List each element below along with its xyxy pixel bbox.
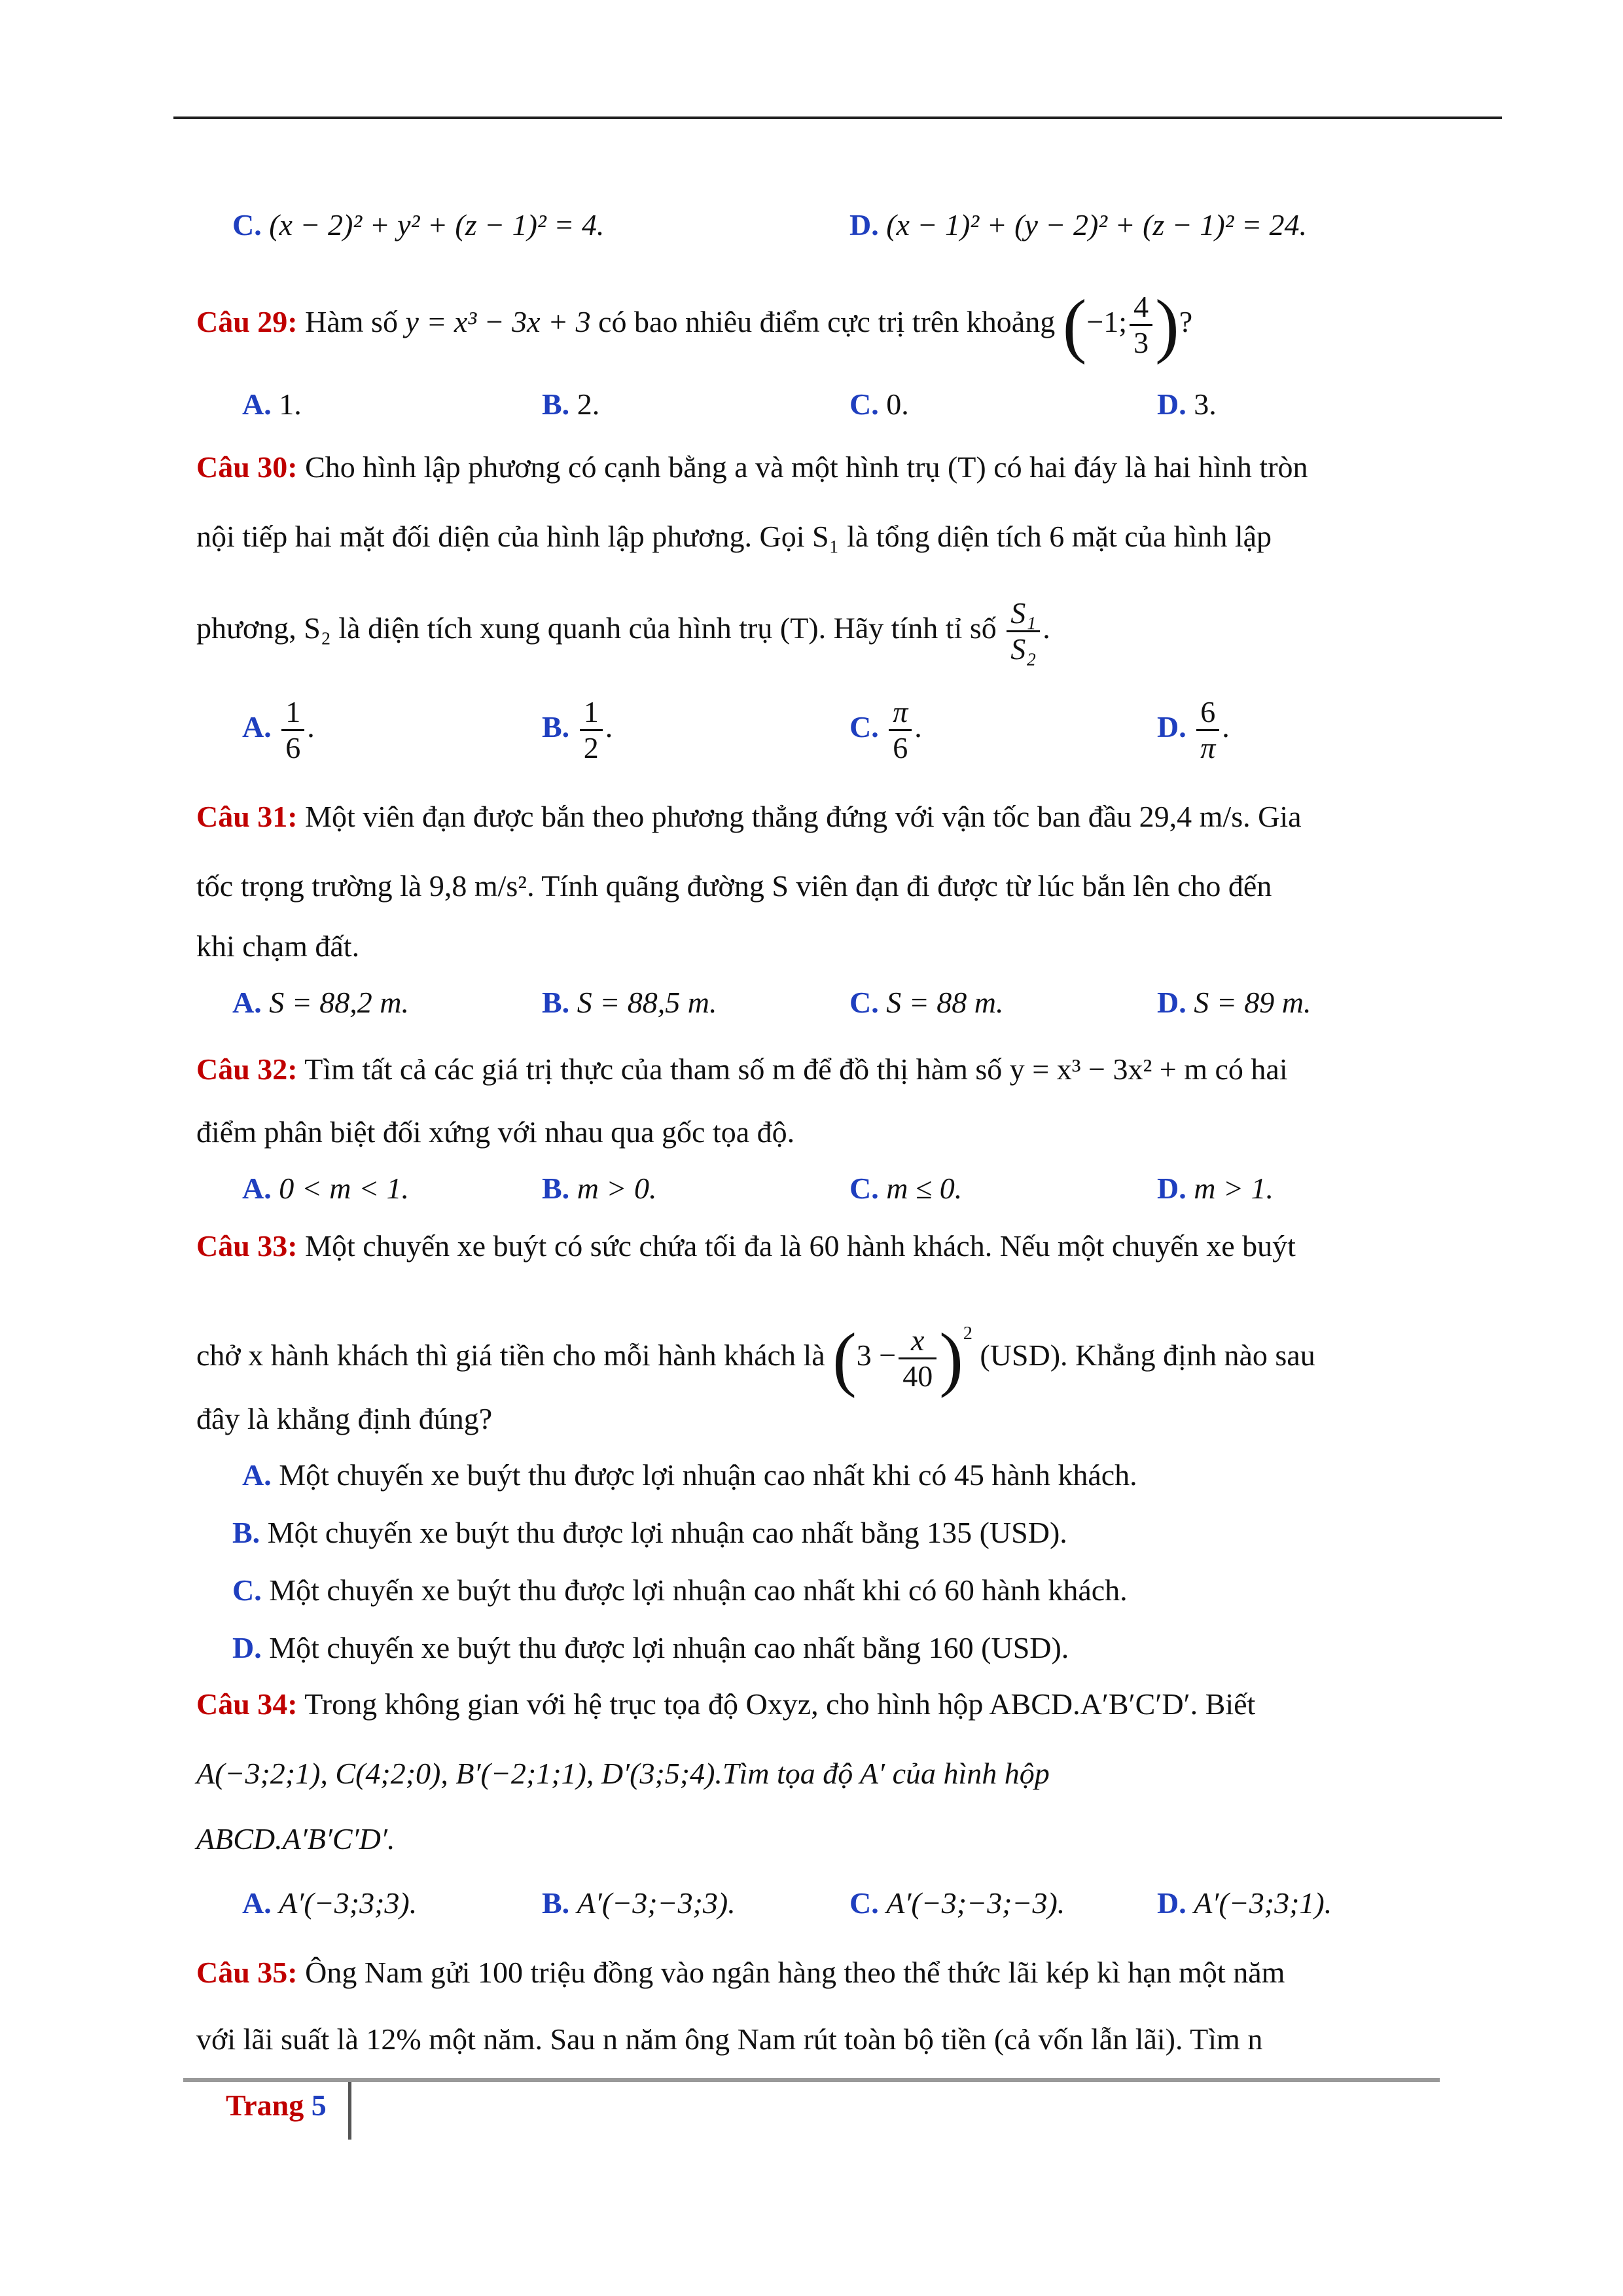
page-number: 5: [311, 2089, 327, 2122]
q34-option-c[interactable]: [849, 1885, 1065, 1922]
question-33-line-1: [196, 1228, 1296, 1265]
option-label: C.: [849, 710, 879, 744]
q31-option-d[interactable]: [1157, 984, 1311, 1021]
question-label: Câu 33:: [196, 1229, 298, 1263]
option-value: Một chuyến xe buýt thu được lợi nhuận cao nhất bằng 160 (USD).: [269, 1631, 1069, 1664]
question-text: chở x hành khách thì giá tiền cho mỗi hành khách là: [196, 1338, 825, 1372]
question-label: Câu 32:: [196, 1052, 298, 1086]
option-fraction: [281, 695, 304, 765]
option-value: A′(−3;−3;3).: [577, 1886, 736, 1920]
option-value: S = 89 m.: [1194, 986, 1311, 1019]
question-label: Câu 30:: [196, 450, 298, 484]
q30-option-d[interactable]: D. $\frac{6}{\pi}$ .: [1157, 695, 1230, 764]
question-31-line-1: [196, 798, 1302, 835]
q30-option-b[interactable]: B. $\frac{1}{2}$ .: [542, 695, 613, 764]
option-label: A.: [242, 1172, 272, 1205]
option-label: A.: [242, 1886, 272, 1920]
q31-option-a[interactable]: [232, 984, 409, 1021]
q33-option-d[interactable]: [232, 1630, 1069, 1666]
option-value: m ≤ 0.: [886, 1172, 963, 1205]
question-34-line-3: ABCD.A′B′C′D′.: [196, 1822, 395, 1856]
q32-option-a[interactable]: [242, 1170, 409, 1207]
option-value: (x − 2)² + y² + (z − 1)² = 4.: [269, 208, 605, 242]
fraction-numerator: 6: [1196, 695, 1219, 731]
price-fraction: [899, 1323, 936, 1393]
option-label: B.: [232, 1516, 260, 1549]
footer-rule: [183, 2078, 1440, 2082]
question-35-line-2: với lãi suất là 12% một năm. Sau n năm ông Nam rút toàn bộ tiền (cả vốn lẫn lãi). Tìm n: [196, 2022, 1263, 2056]
option-label: D.: [1157, 986, 1186, 1019]
option-value: S = 88 m.: [886, 986, 1004, 1019]
option-value: S = 88,5 m.: [577, 986, 717, 1019]
paren-right: ): [939, 1318, 963, 1399]
option-label: C.: [849, 387, 879, 421]
q33-option-b[interactable]: [232, 1515, 1067, 1551]
q28-option-d[interactable]: [849, 207, 1307, 243]
option-value: Một chuyến xe buýt thu được lợi nhuận cao nhất bằng 135 (USD).: [267, 1516, 1067, 1549]
q34-option-a[interactable]: [242, 1885, 417, 1922]
option-fraction: [580, 695, 603, 765]
question-34-line-1: [196, 1686, 1255, 1723]
option-value: A′(−3;3;1).: [1194, 1886, 1332, 1920]
question-label: Câu 31:: [196, 800, 298, 833]
q33-option-a[interactable]: [242, 1457, 1137, 1494]
question-text: Ông Nam gửi 100 triệu đồng vào ngân hàng theo thể thức lãi kép kì hạn một năm: [305, 1956, 1285, 1989]
question-33-line-3: đây là khẳng định đúng?: [196, 1402, 493, 1435]
option-value: Một chuyến xe buýt thu được lợi nhuận cao nhất khi có 60 hành khách.: [269, 1573, 1128, 1607]
fraction-denominator: 6: [285, 731, 301, 764]
price-lead: 3 −: [856, 1338, 897, 1372]
option-label: C.: [849, 1172, 879, 1205]
fraction-denominator: 3: [1133, 325, 1149, 359]
fraction-denominator: π: [1200, 731, 1216, 764]
option-fraction: [889, 695, 912, 765]
question-text: có bao nhiêu điểm cực trị trên khoảng: [598, 305, 1056, 338]
interval-fraction: [1130, 290, 1152, 360]
question-31-line-2: tốc trọng trường là 9,8 m/s². Tính quãng đường S viên đạn đi được từ lúc bắn lên cho đến: [196, 869, 1272, 903]
question-35-line-1: [196, 1954, 1285, 1991]
option-value: 0.: [886, 387, 909, 421]
option-label: B.: [542, 1172, 570, 1205]
fraction-numerator: 1: [281, 695, 304, 731]
question-29: [196, 283, 1193, 365]
fraction-numerator: 1: [580, 695, 603, 731]
option-label: C.: [849, 1886, 879, 1920]
option-value: (x − 1)² + (y − 2)² + (z − 1)² = 24.: [886, 208, 1307, 242]
question-text: Trong không gian với hệ trục tọa độ Oxyz, cho hình hộp ABCD.A′B′C′D′. Biết: [304, 1687, 1256, 1721]
fraction-numerator: x: [899, 1323, 936, 1359]
option-label: D.: [1157, 1886, 1186, 1920]
option-label: C.: [232, 208, 262, 242]
option-value: 1.: [279, 387, 302, 421]
option-value: 2.: [577, 387, 600, 421]
option-value: A′(−3;3;3).: [279, 1886, 418, 1920]
question-label: Câu 29:: [196, 305, 298, 338]
option-value: m > 1.: [1194, 1172, 1274, 1205]
option-label: B.: [542, 387, 570, 421]
option-label: B.: [542, 1886, 570, 1920]
question-label: Câu 35:: [196, 1956, 298, 1989]
question-text: Cho hình lập phương có cạnh bằng a và một hình trụ (T) có hai đáy là hai hình tròn: [305, 450, 1308, 484]
question-text: Hàm số: [305, 305, 398, 338]
option-label: A.: [242, 1458, 272, 1492]
fraction-denominator: 40: [902, 1359, 933, 1393]
page-word: Trang: [226, 2089, 304, 2122]
option-label: C.: [232, 1573, 262, 1607]
paren-left: (: [832, 1318, 857, 1399]
fraction-numerator: π: [889, 695, 912, 731]
option-label: B.: [542, 986, 570, 1019]
question-30-line-3: phương, S₂ là diện tích xung quanh của hình trụ (T). Hãy tính tỉ số $\frac{\text{S₁}}{\text{S₂}}$ .: [196, 596, 1050, 666]
option-value: A′(−3;−3;−3).: [886, 1886, 1065, 1920]
paren-left: (: [1062, 285, 1087, 365]
question-text: Một viên đạn được bắn theo phương thẳng đứng với vận tốc ban đầu 29,4 m/s. Gia: [305, 800, 1302, 833]
question-34-line-2: A(−3;2;1), C(4;2;0), B′(−2;1;1), D′(3;5;4).Tìm tọa độ A′ của hình hộp: [196, 1757, 1050, 1790]
fraction-denominator: 2: [583, 731, 599, 764]
question-31-line-3: khi chạm đất.: [196, 929, 360, 963]
fraction-denominator: 6: [893, 731, 908, 764]
q30-option-a[interactable]: A. $\frac{1}{6}$ .: [242, 695, 315, 764]
q31-option-b[interactable]: [542, 984, 717, 1021]
q32-option-c[interactable]: [849, 1170, 962, 1207]
option-value: 3.: [1194, 387, 1217, 421]
option-label: A.: [232, 986, 262, 1019]
footer-divider: [348, 2082, 351, 2140]
question-text: Tìm tất cả các giá trị thực của tham số m để đồ thị hàm số y = x³ − 3x² + m có hai: [304, 1052, 1288, 1086]
q32-option-d[interactable]: [1157, 1170, 1274, 1207]
option-label: D.: [1157, 710, 1186, 744]
option-label: B.: [542, 710, 570, 744]
header-rule: [173, 117, 1502, 119]
option-label: A.: [242, 387, 272, 421]
page-footer: [226, 2088, 327, 2123]
option-value: Một chuyến xe buýt thu được lợi nhuận cao nhất khi có 45 hành khách.: [279, 1458, 1137, 1492]
option-label: C.: [849, 986, 879, 1019]
question-text: Một chuyến xe buýt có sức chứa tối đa là 60 hành khách. Nếu một chuyến xe buýt: [305, 1229, 1296, 1263]
q29-option-d[interactable]: [1157, 386, 1217, 423]
q29-option-a[interactable]: [242, 386, 302, 423]
option-label: D.: [849, 208, 879, 242]
paren-right: ): [1155, 285, 1179, 365]
fraction-numerator: S₁: [1007, 596, 1040, 632]
question-label: Câu 34:: [196, 1687, 298, 1721]
q29-option-b[interactable]: [542, 386, 599, 423]
question-33-line-2: [196, 1295, 1315, 1399]
option-value: S = 88,2 m.: [269, 986, 409, 1019]
option-value: 0 < m < 1.: [279, 1172, 410, 1205]
option-label: D.: [1157, 387, 1186, 421]
q30-option-c[interactable]: C. $\frac{\pi}{6}$ .: [849, 695, 922, 764]
question-30-line-2: nội tiếp hai mặt đối diện của hình lập phương. Gọi S₁ là tổng diện tích 6 mặt của hình lập: [196, 520, 1272, 553]
q28-option-c[interactable]: [232, 207, 604, 243]
option-label: A.: [242, 710, 272, 744]
q29-option-c[interactable]: [849, 386, 909, 423]
question-text: phương, S₂ là diện tích xung quanh của hình trụ (T). Hãy tính tỉ số: [196, 611, 997, 645]
option-value: m > 0.: [577, 1172, 657, 1205]
option-label: D.: [232, 1631, 262, 1664]
interval-left: −1;: [1086, 305, 1128, 338]
q34-option-d[interactable]: [1157, 1885, 1332, 1922]
question-30-line-1: [196, 449, 1308, 486]
price-exponent: 2: [963, 1323, 972, 1344]
fraction-denominator: S₂: [1010, 632, 1037, 666]
q34-option-b[interactable]: [542, 1885, 736, 1922]
function-expression: y = x³ − 3x + 3: [405, 305, 591, 338]
question-32-line-2: điểm phân biệt đối xứng với nhau qua gốc tọa độ.: [196, 1115, 795, 1149]
question-mark: ?: [1179, 305, 1193, 338]
ratio-fraction: [1007, 596, 1040, 666]
option-fraction: [1196, 695, 1219, 765]
question-32-line-1: [196, 1051, 1288, 1088]
fraction-numerator: 4: [1130, 290, 1152, 326]
q33-option-c[interactable]: [232, 1572, 1128, 1609]
question-text: (USD). Khẳng định nào sau: [980, 1338, 1315, 1372]
q32-option-b[interactable]: [542, 1170, 656, 1207]
option-label: D.: [1157, 1172, 1186, 1205]
q31-option-c[interactable]: [849, 984, 1004, 1021]
